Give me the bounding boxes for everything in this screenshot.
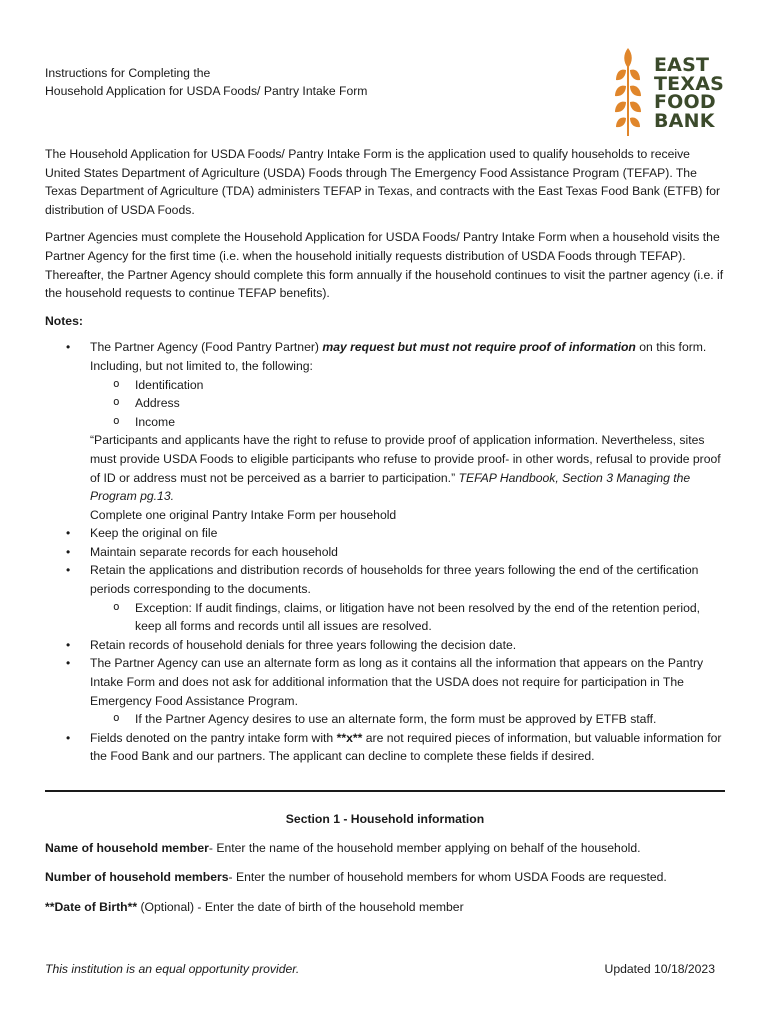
note-alternate-form — [45, 654, 725, 728]
alternate-form-list — [90, 710, 725, 729]
field-label: Number of household members — [45, 870, 229, 885]
note-proof-of-information — [45, 338, 725, 524]
note-optional-fields — [45, 729, 725, 766]
field-description: - Enter the name of the household member applying on behalf of the household. — [208, 840, 641, 855]
field-description: - Enter the number of household members for whom USDA Foods are requested. — [228, 870, 667, 885]
field-date-of-birth — [45, 898, 725, 917]
note-4-text: Retain the applications and distribution records of households for three years following the end of the certification periods corresponding to the documents. — [90, 563, 699, 597]
logo-line-food: FOOD — [654, 91, 716, 113]
field-household-member-count — [45, 868, 725, 887]
intro-paragraph-1: The Household Application for USDA Foods/ Pantry Intake Form is the application used to qualify households to receive United States Department of Agriculture (USDA) Foods through The Emergency Food Assistance Program (TEFAP). The Texas Department of Agriculture (TDA) administers TEFAP in Texas, and contracts with the East Texas Food Bank (ETFB) for distribution of USDA Foods. — [45, 147, 721, 217]
logo-line-texas: TEXAS — [654, 72, 724, 95]
field-label: **Date of Birth** — [45, 899, 138, 914]
document-body — [45, 145, 725, 927]
note-1-emphasis: may request but must not require proof of information — [322, 340, 636, 355]
notes-list — [45, 338, 725, 766]
logo-wordmark — [654, 56, 724, 130]
quote-text: “Participants and applicants have the right to refuse to provide proof of application information. Nevertheless, sites must provide USDA Foods to eligible participants who refuse to provide proof- in other words, refusal to provide proof of ID or address must not be perceived as a barrier to participation.” — [90, 433, 721, 485]
alternate-form-approval: o If the Partner Agency desires to use an alternate form, the form must be approved by ETFB staff. — [90, 710, 725, 729]
title-line-2: Household Application for USDA Foods/ Pantry Intake Form — [45, 84, 368, 98]
note-6-text: The Partner Agency can use an alternate form as long as it contains all the information that appears on the Pantry Intake Form and does not ask for additional information that the USDA does not require for participation in The Emergency Food Assistance Program. — [90, 656, 704, 708]
note-1-tail: Complete one original Pantry Intake Form per household — [90, 507, 397, 522]
logo-line-east: EAST — [654, 54, 710, 76]
title-line-1: Instructions for Completing the — [45, 66, 211, 80]
field-household-member-name — [45, 839, 725, 858]
wheat-icon — [606, 46, 650, 138]
note-1-post: on this form. Including, but not limited to, the following: — [90, 340, 707, 373]
intro-paragraph-2: Partner Agencies must complete the Household Application for USDA Foods/ Pantry Intake Form when a household visits the Partner Agency for the first time (i.e. when the household initially requests distribution of USDA Foods through TEFAP). Thereafter, the Partner Agency should complete this form annually if the household continues to visit the partner agency (i.e. if the household requests to continue TEFAP benefits). — [45, 230, 724, 301]
handbook-quote — [90, 431, 725, 505]
proof-type-item: o Address — [90, 394, 725, 413]
notes-heading: Notes: — [45, 313, 83, 328]
east-texas-food-bank-logo — [606, 46, 730, 138]
document-title — [45, 64, 465, 100]
note-retain-denials: • Retain records of household denials for three years following the decision date. — [45, 636, 725, 655]
field-label: Name of household member — [45, 840, 209, 855]
proof-type-item: o Identification — [90, 376, 725, 395]
updated-date: Updated 10/18/2023 — [604, 962, 715, 976]
section-1-heading: Section 1 - Household information — [285, 812, 485, 826]
proof-types-list — [90, 376, 725, 432]
note-retain-applications — [45, 561, 725, 635]
logo-line-bank: BANK — [654, 109, 715, 132]
retention-exception: o Exception: If audit findings, claims, or litigation have not been resolved by the end of the retention period, keep all forms and records until all issues are resolved. — [90, 599, 725, 636]
quote-source: TEFAP Handbook, Section 3 Managing the Program pg.13. — [90, 470, 691, 504]
note-1-pre: The Partner Agency (Food Pantry Partner) — [90, 340, 323, 355]
note-7-marker: **x** — [336, 730, 363, 745]
proof-type-item: o Income — [90, 413, 725, 432]
note-7-post: are not required pieces of information, but valuable information for the Food Bank and our partners. The applicant can decline to complete these fields if desired. — [90, 730, 722, 764]
section-divider — [45, 790, 725, 792]
equal-opportunity-statement: This institution is an equal opportunity provider. — [45, 962, 300, 976]
retention-exception-list — [90, 599, 725, 636]
note-7-pre: Fields denoted on the pantry intake form with — [90, 730, 337, 745]
field-description: (Optional) - Enter the date of birth of the household member — [137, 899, 464, 914]
note-separate-records: • Maintain separate records for each household — [45, 543, 725, 562]
note-keep-original: • Keep the original on file — [45, 524, 725, 543]
